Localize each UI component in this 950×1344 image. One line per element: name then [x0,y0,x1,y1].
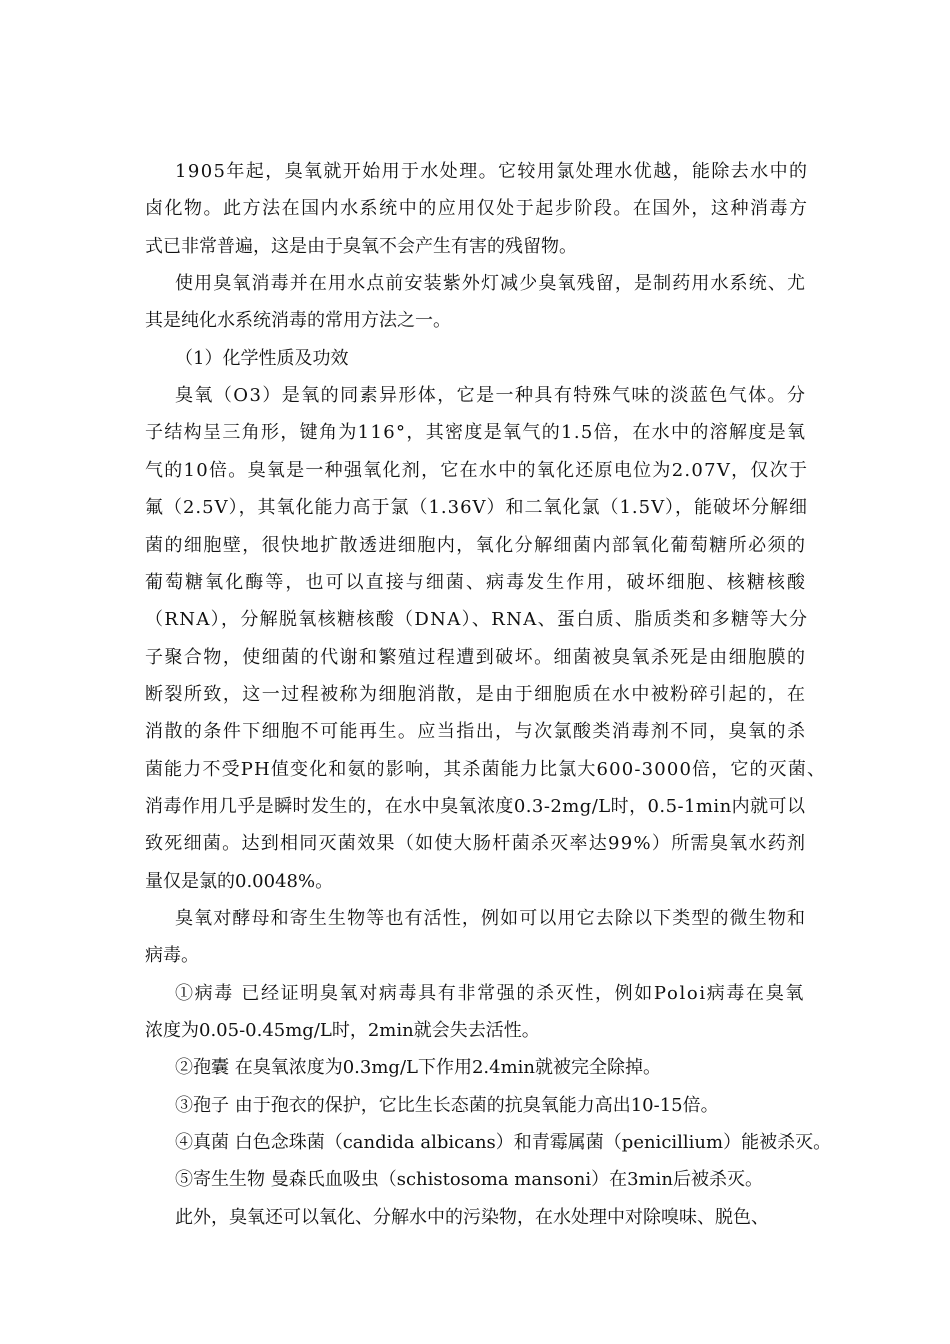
text-line [0,303,950,339]
text-line-content: 病毒。 [145,945,199,967]
text-line [0,341,950,377]
text-line [0,938,950,974]
text-line-content: 1905年起，臭氧就开始用于水处理。它较用氯处理水优越，能除去水中的 [175,161,809,182]
text-line-content: 菌能力不受PH值变化和氨的影响，其杀菌能力比氯大600-3000倍，它的灭菌、 [145,758,827,780]
text-line [0,453,950,489]
text-line-content: 菌的细胞壁，很快地扩散透进细胞内，氧化分解细菌内部氧化葡萄糖所必须的 [145,534,807,556]
text-line [0,490,950,526]
text-line-content: 气的10倍。臭氧是一种强氧化剂，它在水中的氧化还原电位为2.07V，仅次于 [145,459,809,481]
text-line [0,752,950,788]
text-line [0,864,950,900]
text-line-content: 其是纯化水系统消毒的常用方法之一。 [145,310,451,332]
text-line [0,901,950,937]
text-line-content: 消散的条件下细胞不可能再生。应当指出，与次氯酸类消毒剂不同，臭氧的杀 [145,721,807,743]
text-line-content: ①病毒 已经证明臭氧对病毒具有非常强的杀灭性，例如Poloi病毒在臭氧 [175,982,805,1004]
text-line-content: ⑤寄生生物 曼森氏血吸虫（schistosoma mansoni）在3min后被杀灭。 [175,1169,763,1191]
text-line-content: 子聚合物，使细菌的代谢和繁殖过程遭到破坏。细菌被臭氧杀死是由细胞膜的 [145,646,807,668]
text-line [0,565,950,601]
text-line [0,714,950,750]
text-line-content: （RNA），分解脱氧核糖核酸（DNA）、RNA、蛋白质、脂质类和多糖等大分 [145,609,809,631]
text-line [0,602,950,638]
text-line-content: 断裂所致，这一过程被称为细胞消散，是由于细胞质在水中被粉碎引起的，在 [145,683,807,705]
text-line-content: ④真菌 白色念珠菌（candida albicans）和青霉属菌（penicillium）能被杀灭。 [175,1132,832,1154]
text-line [0,1200,950,1236]
text-line [0,1125,950,1161]
text-line-content: 葡萄糖氧化酶等，也可以直接与细菌、病毒发生作用，破坏细胞、核糖核酸 [145,571,808,593]
text-line [0,1013,950,1049]
text-line [0,1050,950,1086]
text-line-content: 卤化物。此方法在国内水系统中的应用仅处于起步阶段。在国外，这种消毒方 [145,198,809,220]
text-line [0,229,950,265]
text-line [0,528,950,564]
text-line [0,1162,950,1198]
text-line [0,378,950,414]
text-line-content: 臭氧对酵母和寄生生物等也有活性，例如可以用它去除以下类型的微生物和 [175,908,807,929]
text-line [0,789,950,825]
text-line [0,154,950,190]
text-line [0,415,950,451]
text-line-content: 使用臭氧消毒并在用水点前安装紫外灯减少臭氧残留，是制药用水系统、尤 [175,273,807,295]
text-line-content: 此外，臭氧还可以氧化、分解水中的污染物，在水处理中对除嗅味、脱色、 [175,1206,769,1228]
text-line [0,191,950,227]
text-line [0,640,950,676]
text-line-content: 浓度为0.05-0.45mg/L时，2min就会失去活性。 [145,1020,540,1042]
text-line [0,266,950,302]
text-line-content: 臭氧（O3）是氧的同素异形体，它是一种具有特殊气味的淡蓝色气体。分 [175,385,807,407]
text-line [0,976,950,1012]
text-line-content: 量仅是氯的0.0048%。 [145,870,334,892]
text-line [0,1088,950,1124]
text-line-content: ③孢子 由于孢衣的保护，它比生长态菌的抗臭氧能力高出10-15倍。 [175,1094,719,1116]
text-line-content: ②孢囊 在臭氧浓度为0.3mg/L下作用2.4min就被完全除掉。 [175,1057,661,1079]
text-line [0,677,950,713]
text-line-content: 氟（2.5V），其氧化能力高于氯（1.36V）和二氧化氯（1.5V），能破坏分解细 [145,497,808,519]
text-line-content: 致死细菌。达到相同灭菌效果（如使大肠杆菌杀灭率达99%）所需臭氧水药剂 [145,833,807,855]
text-line-content: 式已非常普遍，这是由于臭氧不会产生有害的残留物。 [145,235,577,257]
text-line-content: 子结构呈三角形，键角为116°，其密度是氧气的1.5倍，在水中的溶解度是氧 [145,422,807,444]
text-line-content: （1）化学性质及功效 [175,347,349,369]
text-line [0,826,950,862]
text-line-content: 消毒作用几乎是瞬时发生的，在水中臭氧浓度0.3-2mg/L时，0.5-1min内就可以 [145,795,806,817]
